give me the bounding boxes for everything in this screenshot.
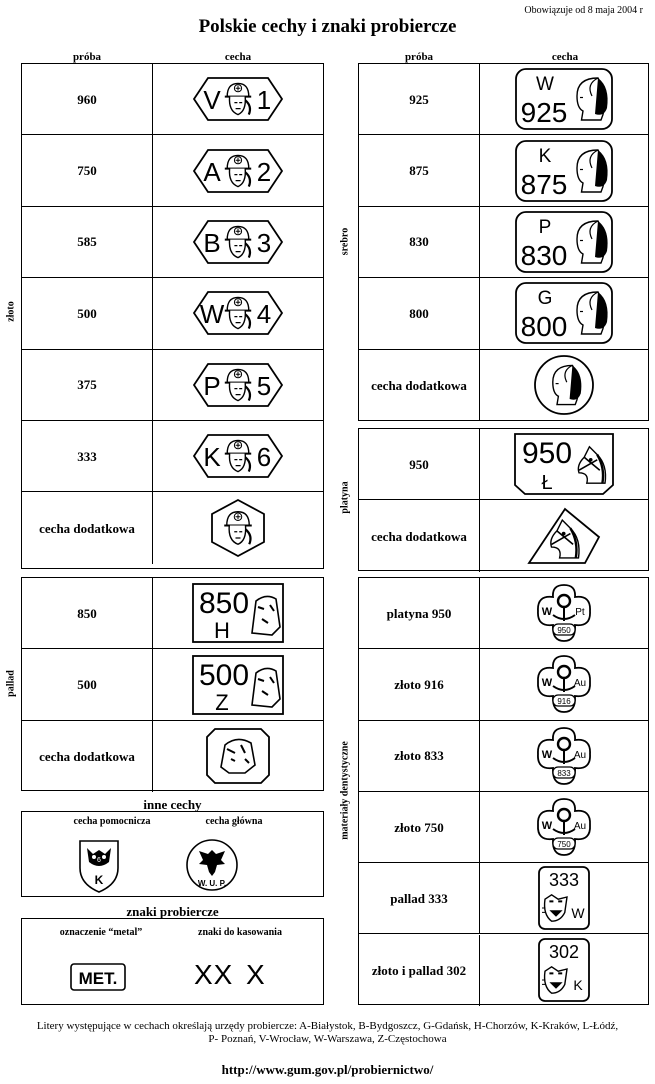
gold-hallmark-icon	[192, 290, 284, 336]
page-title: Polskie cechy i znaki probiercze	[198, 16, 457, 37]
table-row	[359, 721, 648, 792]
proba-value: złoto 833	[359, 721, 480, 791]
hallmark-letter: A	[203, 156, 221, 187]
cecha-cell	[153, 421, 323, 491]
table-srebro	[358, 63, 649, 421]
table-zloto	[21, 63, 324, 569]
silver-hallmark-icon	[515, 68, 613, 130]
hallmark-letter: K	[573, 977, 583, 994]
proba-value: 925	[359, 64, 480, 134]
dental-number: 950	[557, 626, 571, 636]
shield-num: 6	[97, 857, 101, 864]
silver-hallmark-icon	[515, 211, 613, 273]
table-row	[359, 578, 648, 649]
hallmark-digit: 2	[256, 156, 272, 187]
svg-text:W: W	[541, 748, 553, 761]
group-label-platyna: platyna	[339, 481, 351, 514]
cecha-cell	[153, 578, 323, 648]
footer-note	[10, 1020, 645, 1046]
cecha-cell	[153, 649, 323, 719]
svg-text:W: W	[541, 820, 553, 833]
footer-note-line2: P- Poznań, V-Wrocław, W-Warszawa, Z-Częstochowa	[208, 1033, 447, 1045]
proba-value: złoto i pallad 302	[359, 935, 480, 1006]
svg-text:W: W	[541, 606, 553, 619]
table-row	[359, 500, 648, 571]
table-pallad	[21, 577, 324, 791]
cecha-cell	[480, 278, 648, 348]
cecha-cell	[480, 935, 648, 1006]
table-row	[359, 64, 648, 135]
svg-text:W: W	[541, 677, 553, 690]
col-head-cecha-right: cecha	[551, 51, 579, 63]
cecha-cell	[153, 492, 323, 563]
proba-value: 333	[22, 421, 153, 491]
dental-symbol: Au	[573, 821, 587, 833]
dental-number: 833	[557, 768, 571, 778]
cancel-mark-xx: XX	[194, 959, 234, 990]
valid-from-note: Obowiązuje od 8 maja 2004 r	[524, 5, 643, 16]
cecha-cell	[480, 721, 648, 791]
cecha-cell	[480, 350, 648, 421]
cecha-cell	[153, 721, 323, 792]
footer-url-link[interactable]: http://www.gum.gov.pl/probiernictwo/	[221, 1062, 434, 1077]
cecha-cell	[480, 649, 648, 719]
metal-mark-icon	[70, 963, 126, 991]
table-row	[359, 649, 648, 720]
eagle-seal-icon	[185, 838, 239, 892]
gold-hallmark-icon	[192, 433, 284, 479]
table-platyna	[358, 428, 649, 571]
proba-value: 960	[22, 64, 153, 134]
table-znaki-probiercze	[21, 918, 324, 1005]
horse-head-triangle-icon	[525, 505, 603, 567]
hallmark-number: 875	[520, 168, 568, 200]
shield-letter: K	[94, 873, 104, 887]
hallmark-letter: Z	[215, 689, 229, 715]
cancel-mark-x: X	[246, 959, 265, 990]
hallmark-letter: K	[203, 442, 221, 473]
metal-mark-text: MET.	[78, 969, 118, 988]
proba-value: 500	[22, 278, 153, 348]
proba-value: pallad 333	[359, 863, 480, 933]
cecha-cell	[480, 429, 648, 499]
gold-hallmark-icon	[192, 76, 284, 122]
hallmark-digit: 6	[256, 442, 272, 473]
group-label-pallad: pallad	[5, 670, 17, 697]
dental-dog-hallmark-icon	[538, 866, 590, 930]
proba-value: 830	[359, 207, 480, 277]
palladium-hallmark-icon	[192, 583, 284, 643]
palladium-hallmark-icon	[192, 655, 284, 715]
hallmark-letter: G	[537, 288, 553, 310]
table-row	[359, 429, 648, 500]
table-row	[22, 64, 323, 135]
table-row	[22, 492, 323, 563]
table-row	[22, 578, 323, 649]
col-head-cecha-left: cecha	[224, 51, 252, 63]
hallmark-digit: 1	[256, 85, 272, 116]
hallmark-digit: 3	[256, 227, 272, 258]
group-label-zloto: złoto	[5, 301, 17, 322]
group-label-srebro: srebro	[339, 227, 351, 256]
dental-symbol: Au	[573, 678, 587, 690]
silver-hallmark-icon	[515, 282, 613, 344]
dental-quatrefoil-icon	[533, 652, 595, 716]
shield-mark-icon	[77, 838, 121, 894]
dental-number: 750	[557, 840, 571, 850]
proba-value: 800	[359, 278, 480, 348]
hallmark-letter: K	[538, 145, 552, 167]
gold-hallmark-icon	[192, 219, 284, 265]
proba-value: cecha dodatkowa	[22, 721, 153, 792]
label-oznaczenie-metal: oznaczenie “metal”	[59, 927, 143, 938]
hallmark-number: 800	[520, 311, 568, 343]
table-row	[22, 135, 323, 206]
table-row	[22, 421, 323, 492]
proba-value: 750	[22, 135, 153, 205]
hallmark-letter: W	[571, 905, 585, 922]
hallmark-letter: H	[214, 618, 230, 644]
dental-dog-hallmark-icon	[538, 938, 590, 1002]
dental-quatrefoil-icon	[533, 581, 595, 645]
hallmark-number: 850	[198, 587, 250, 621]
table-dentystyczne	[358, 577, 649, 1005]
hallmark-letter: P	[203, 370, 221, 401]
label-cecha-glowna: cecha główna	[205, 816, 263, 827]
hallmark-letter: Ł	[541, 472, 553, 495]
table-row	[22, 721, 323, 792]
table-row	[359, 135, 648, 206]
helmet-hexagon-icon	[208, 498, 268, 558]
cecha-cell	[153, 207, 323, 277]
cecha-cell	[480, 500, 648, 571]
label-cecha-pomocnicza: cecha pomocnicza	[73, 816, 151, 827]
hallmark-digit: 5	[256, 370, 272, 401]
table-row	[359, 207, 648, 278]
cecha-cell	[153, 135, 323, 205]
hallmark-number: 950	[521, 437, 573, 471]
gold-hallmark-icon	[192, 148, 284, 194]
cecha-cell	[153, 64, 323, 134]
hallmark-number: 500	[198, 658, 250, 692]
dental-quatrefoil-icon	[533, 795, 595, 859]
hallmark-letter: V	[203, 85, 221, 116]
cecha-cell	[480, 135, 648, 205]
hallmark-number: 925	[520, 97, 568, 129]
table-row	[359, 792, 648, 863]
cecha-cell	[153, 350, 323, 420]
proba-value: złoto 750	[359, 792, 480, 862]
proba-value: 585	[22, 207, 153, 277]
hallmark-digit: 4	[256, 299, 272, 330]
hallmark-letter: W	[199, 299, 225, 330]
znaki-probiercze-title: znaki probiercze	[126, 904, 219, 919]
table-row	[359, 350, 648, 421]
platinum-hallmark-icon	[514, 433, 614, 495]
table-row	[359, 278, 648, 349]
footer-note-line1: Litery występujące w cechach określają urzędy probiercze: A-Białystok, B-Bydgoszcz, G-Gdańsk, H-Chorzów, K-Kraków, L-Łódź,	[36, 1020, 619, 1032]
table-row	[22, 350, 323, 421]
table-row	[22, 278, 323, 349]
table-row	[22, 649, 323, 720]
proba-value: 500	[22, 649, 153, 719]
col-head-proba-left: próba	[72, 51, 102, 63]
cecha-cell	[480, 207, 648, 277]
proba-value: cecha dodatkowa	[22, 492, 153, 563]
cecha-cell	[480, 792, 648, 862]
silver-hallmark-icon	[515, 140, 613, 202]
proba-value: cecha dodatkowa	[359, 350, 480, 421]
seal-letters: W. U. P.	[197, 879, 227, 888]
proba-value: 850	[22, 578, 153, 648]
hallmark-letter: B	[203, 227, 221, 258]
dental-symbol: Pt	[575, 607, 585, 619]
cecha-cell	[480, 578, 648, 648]
proba-value: 375	[22, 350, 153, 420]
table-row	[22, 207, 323, 278]
hallmark-number: 333	[548, 870, 580, 891]
proba-value: cecha dodatkowa	[359, 500, 480, 571]
cecha-cell	[153, 278, 323, 348]
table-row	[359, 863, 648, 934]
dental-quatrefoil-icon	[533, 724, 595, 788]
inne-cechy-title: inne cechy	[143, 797, 202, 812]
dental-number: 916	[557, 697, 571, 707]
table-inne-cechy	[21, 811, 324, 897]
hallmark-number: 302	[548, 942, 580, 963]
cecha-cell	[480, 64, 648, 134]
gold-hallmark-icon	[192, 362, 284, 408]
proba-value: platyna 950	[359, 578, 480, 648]
woman-head-circle-icon	[533, 354, 595, 416]
group-label-dentystyczne: materiały dentystyczne	[339, 741, 351, 840]
pallas-head-icon	[205, 727, 271, 785]
cecha-cell	[480, 863, 648, 933]
label-znaki-do-kasowania: znaki do kasowania	[198, 927, 282, 938]
hallmark-letter: W	[536, 74, 554, 96]
table-row	[359, 935, 648, 1006]
col-head-proba-right: próba	[404, 51, 434, 63]
dental-symbol: Au	[573, 749, 587, 761]
hallmark-letter: P	[538, 216, 552, 238]
hallmark-number: 830	[520, 239, 568, 271]
proba-value: złoto 916	[359, 649, 480, 719]
proba-value: 950	[359, 429, 480, 499]
proba-value: 875	[359, 135, 480, 205]
